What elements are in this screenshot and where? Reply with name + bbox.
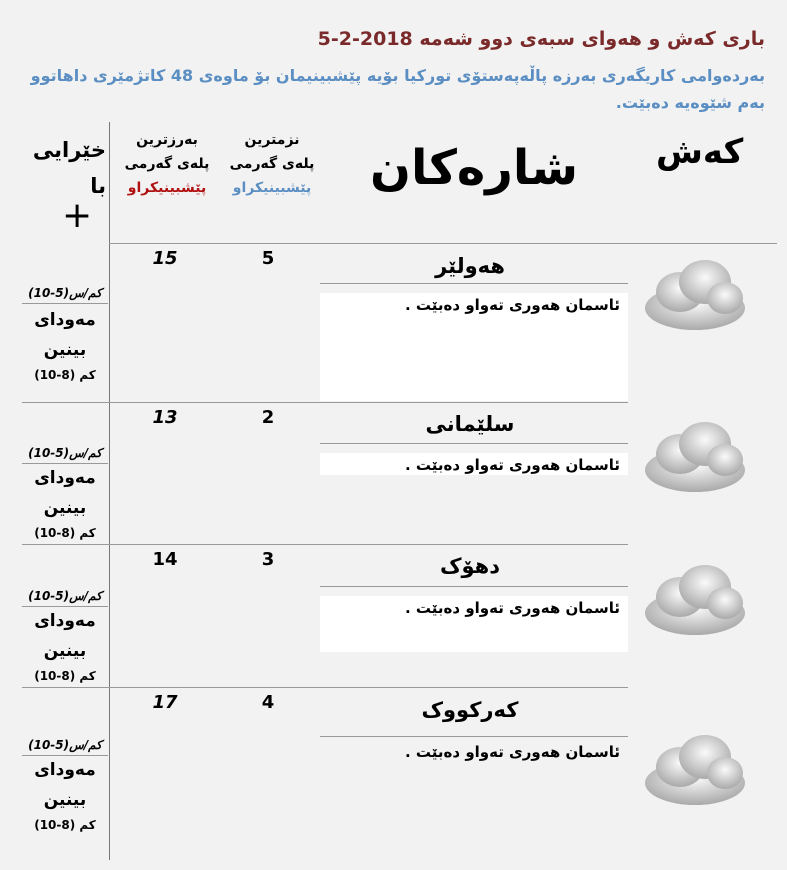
cloud-icon	[640, 412, 750, 502]
city-underline	[320, 283, 628, 284]
visibility-label: مەودای	[34, 310, 96, 330]
weather-description: ئاسمان هەوری تەواو دەبێت .	[320, 293, 628, 401]
min-label-line1: نزمترین	[244, 132, 300, 148]
visibility-label: مەودای	[34, 468, 96, 488]
city-name: دهۆک	[439, 554, 500, 578]
city-name: کەرکووک	[421, 698, 519, 722]
city-underline	[320, 443, 628, 444]
min-label-line3: پێشبینیکراو	[232, 180, 312, 196]
min-temp: 4	[261, 692, 275, 713]
max-temp: 17	[152, 692, 178, 713]
cloud-icon	[640, 725, 750, 815]
visibility-label: بینین	[43, 498, 87, 518]
min-label-line2: پلەی گەرمی	[229, 156, 315, 172]
column-header-max-temp	[112, 128, 222, 200]
wind-speed: (10-5)کم/س	[28, 286, 102, 300]
title-text: باری کەش و هەوای سبەی دوو شەمە	[419, 28, 765, 50]
row-divider	[22, 544, 628, 545]
plus-icon: +	[62, 195, 93, 236]
column-header-weather: کەش	[656, 132, 744, 172]
max-temp: 15	[152, 248, 178, 269]
title-date: 2018-2-5	[317, 28, 413, 50]
max-label-line3: پێشبینیکراو	[127, 180, 207, 196]
visibility-range: (10-8) کم	[34, 526, 96, 540]
max-label-line1: بەرزترین	[136, 132, 198, 148]
city-name: هەولێر	[435, 254, 505, 278]
wind-speed-cell	[22, 589, 108, 607]
min-temp: 2	[261, 407, 275, 428]
visibility-label: بینین	[43, 641, 87, 661]
visibility-label: مەودای	[34, 760, 96, 780]
header-divider	[109, 243, 777, 244]
max-temp: 13	[152, 407, 178, 428]
cloud-icon	[640, 250, 750, 340]
max-temp: 14	[152, 549, 178, 570]
wind-speed: (10-5)کم/س	[28, 738, 102, 752]
visibility-range: (10-8) کم	[34, 669, 96, 683]
wind-speed-cell	[22, 286, 108, 304]
page-title	[318, 28, 765, 50]
column-header-min-temp	[222, 128, 322, 200]
cloud-icon	[640, 555, 750, 645]
visibility-range: (10-8) کم	[34, 818, 96, 832]
min-temp: 3	[261, 549, 275, 570]
city-underline	[320, 736, 628, 737]
wind-speed-cell	[22, 446, 108, 464]
wind-label-line2: با	[90, 174, 106, 198]
max-label-line2: پلەی گەرمی	[124, 156, 210, 172]
wind-speed: (10-5)کم/س	[28, 589, 102, 603]
visibility-label: مەودای	[34, 611, 96, 631]
visibility-range: (10-8) کم	[34, 368, 96, 382]
wind-label-line1: خێرایی	[32, 138, 106, 162]
city-underline	[320, 586, 628, 587]
subtitle: بەردەوامی کاریگەری بەرزە پاڵەپەستۆی تورکیا بۆیە پێشبینیمان بۆ ماوەی 48 کاتژمێری داهاتوو بەم شێوەیە دەبێت.	[30, 66, 765, 112]
wind-speed-cell	[22, 738, 108, 756]
row-divider	[22, 402, 628, 403]
weather-description: ئاسمان هەوری تەواو دەبێت .	[404, 743, 620, 761]
column-divider	[109, 122, 110, 860]
weather-description: ئاسمان هەوری تەواو دەبێت .	[320, 596, 628, 652]
wind-speed: (10-5)کم/س	[28, 446, 102, 460]
weather-description: ئاسمان هەوری تەواو دەبێت .	[320, 453, 628, 475]
visibility-label: بینین	[43, 340, 87, 360]
visibility-label: بینین	[43, 790, 87, 810]
row-divider	[22, 687, 628, 688]
column-header-wind	[22, 132, 106, 204]
min-temp: 5	[261, 248, 275, 269]
column-header-cities: شارەکان	[370, 140, 579, 196]
city-name: سلێمانی	[425, 412, 515, 436]
